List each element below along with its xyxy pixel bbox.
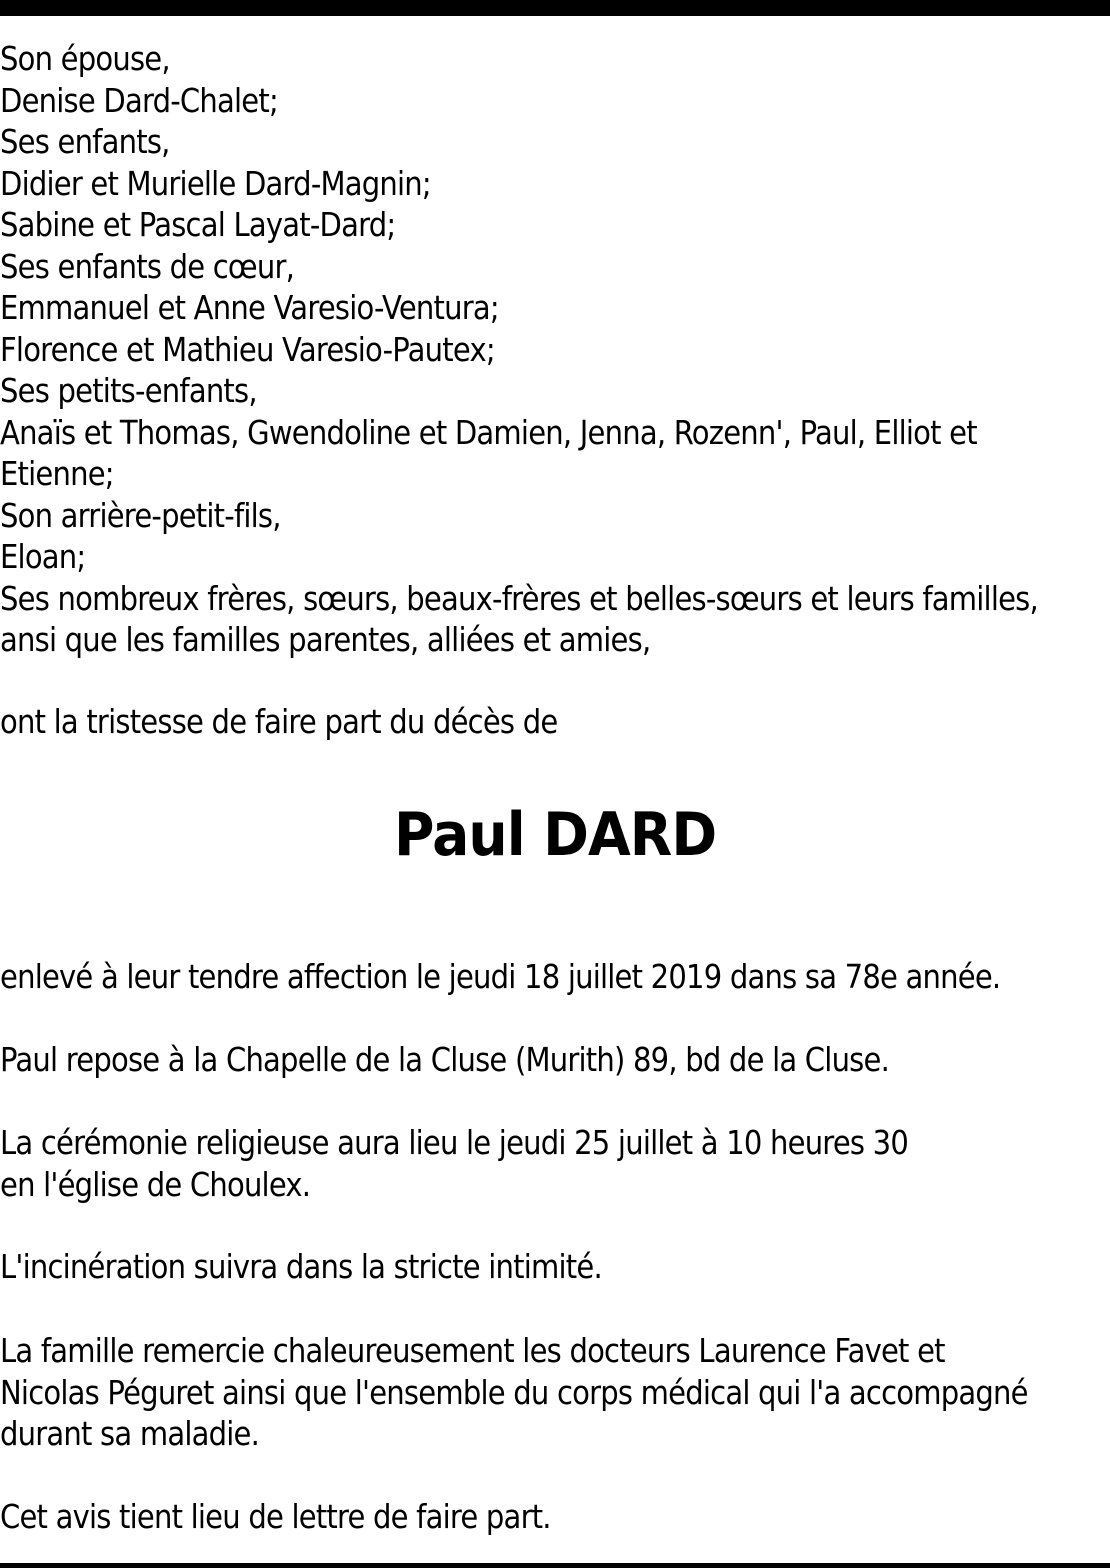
- mourner-line: Etienne;: [0, 454, 114, 493]
- death-notice-text: enlevé à leur tendre affection le jeudi 18 juillet 2019 dans sa 78e année.: [0, 957, 1001, 996]
- mourner-line: Anaïs et Thomas, Gwendoline et Damien, Jenna, Rozenn', Paul, Elliot et: [0, 412, 977, 452]
- mourner-line: Son arrière-petit-fils,: [0, 495, 281, 535]
- mourners-list: [0, 38, 1110, 661]
- thanks-paragraph: [0, 1330, 1110, 1455]
- deceased-name-text: Paul DARD: [393, 800, 717, 870]
- mourner-line: ansi que les familles parentes, alliées et amies,: [0, 620, 651, 659]
- mourner-line: Sabine et Pascal Layat-Dard;: [0, 205, 396, 244]
- thanks-line: Nicolas Péguret ainsi que l'ensemble du corps médical qui l'a accompagné: [0, 1372, 1028, 1412]
- top-rule: [0, 0, 1110, 16]
- ceremony-line: en l'église de Choulex.: [0, 1164, 311, 1204]
- announcement-intro: ont la tristesse de faire part du décès de: [0, 702, 558, 741]
- ceremony-paragraph: [0, 1122, 1032, 1205]
- closing-text: Cet avis tient lieu de lettre de faire part.: [0, 1497, 551, 1536]
- incineration-text: L'incinération suivra dans la stricte intimité.: [0, 1247, 602, 1286]
- ceremony-line: La cérémonie religieuse aura lieu le jeudi 25 juillet à 10 heures 30: [0, 1123, 909, 1162]
- mourner-line: Emmanuel et Anne Varesio-Ventura;: [0, 288, 499, 327]
- mourner-line: Didier et Murielle Dard-Magnin;: [0, 163, 431, 203]
- mourner-line: Ses enfants de cœur,: [0, 246, 295, 286]
- repose-location-text: Paul repose à la Chapelle de la Cluse (Murith) 89, bd de la Cluse.: [0, 1040, 890, 1079]
- mourner-line: Eloan;: [0, 537, 86, 576]
- mourner-line: Florence et Mathieu Varesio-Pautex;: [0, 329, 495, 369]
- mourner-line: Son épouse,: [0, 39, 170, 78]
- mourner-line: Ses enfants,: [0, 122, 170, 161]
- bottom-rule: [0, 1563, 1110, 1568]
- mourner-line: Denise Dard-Chalet;: [0, 80, 278, 120]
- mourner-line: Ses nombreux frères, sœurs, beaux-frères et belles-sœurs et leurs familles,: [0, 578, 1038, 618]
- mourner-line: Ses petits-enfants,: [0, 371, 257, 410]
- thanks-line: La famille remercie chaleureusement les docteurs Laurence Favet et: [0, 1331, 945, 1370]
- deceased-name: [0, 800, 1110, 870]
- thanks-line: durant sa maladie.: [0, 1414, 260, 1453]
